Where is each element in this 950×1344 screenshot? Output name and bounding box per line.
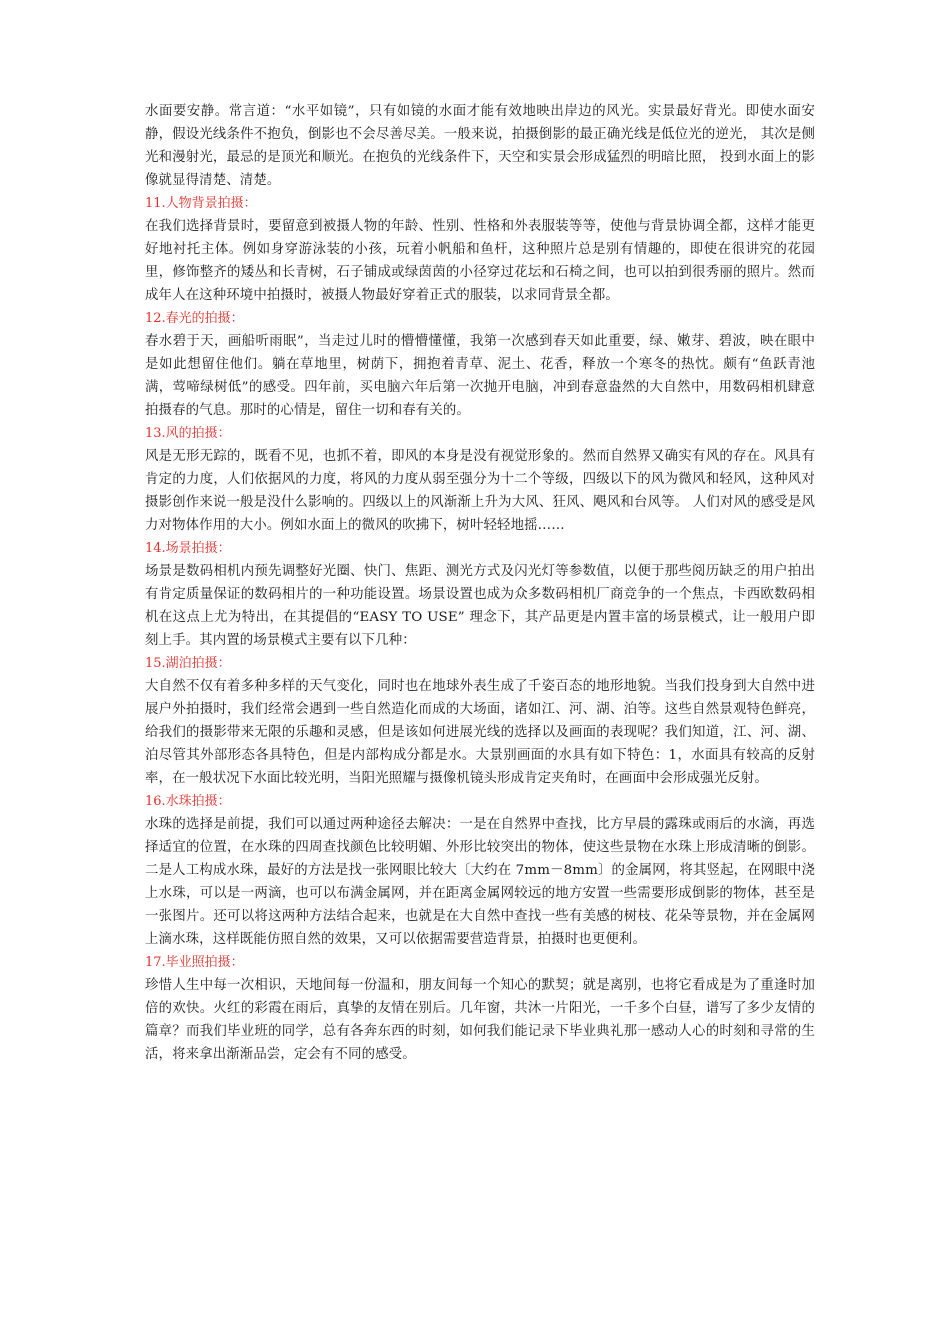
section-body: 春水碧于天，画船听雨眠”，当走过儿时的懵懵懂懂，我第一次感到春天如此重要，绿、嫩芽、碧波，映在眼中是如此想留住他们。躺在草地里，树荫下，拥抱着青草、泥土、花香，释放一个寒冬的热忱。颇有“鱼跃青池满，莺啼绿树低”的感受。四年前，买电脑六年后第一次抛开电脑，冲到春意盎然的大自然中，用数码相机肆意拍摄春的气息。那时的心情是，留住一切和春有关的。 xyxy=(145,334,815,418)
section-12 xyxy=(145,307,815,422)
section-heading: 12.春光的拍摄： xyxy=(145,311,244,326)
section-body: 风是无形无踪的，既看不见，也抓不着，即风的本身是没有视觉形象的。然而自然界又确实有风的存在。风具有肯定的力度，人们依据风的力度，将风的力度从弱至强分为十二个等级，四级以下的风为微风和轻风，这种风对摄影创作来说一般是没什么影响的。四级以上的风渐渐上升为大风、狂风、飓风和台风等。 人们对风的感受是风力对物体作用的大小。例如水面上的微风的吹拂下，树叶轻轻地摇…… xyxy=(145,449,815,533)
section-body: 珍惜人生中每一次相识，天地间每一份温和，朋友间每一个知心的默契；就是离别，也将它看成是为了重逢时加倍的欢快。火红的彩霞在雨后，真挚的友情在别后。几年窗，共沐一片阳光，一千多个白昼，谱写了多少友情的篇章？而我们毕业班的同学，总有各奔东西的时刻，如何我们能记录下毕业典礼那一感动人心的时刻和寻常的生活，将来拿出渐渐品尝，定会有不同的感受。 xyxy=(145,978,815,1062)
section-17 xyxy=(145,951,815,1066)
section-16 xyxy=(145,790,815,951)
section-heading: 11.人物背景拍摄： xyxy=(145,196,257,211)
section-15 xyxy=(145,652,815,790)
section-body: 场景是数码相机内预先调整好光圈、快门、焦距、测光方式及闪光灯等参数值，以便于那些阅历缺乏的用户拍出有肯定质量保证的数码相片的一种功能设置。场景设置也成为众多数码相机厂商竞争的一个焦点，卡西欧数码相机在这点上尤为特出，在其提倡的“EASY TO USE” 理念下，其产品更是内置丰富的场景模式，让一般用户即刻上手。其内置的场景模式主要有以下几种： xyxy=(145,564,815,648)
section-14 xyxy=(145,537,815,652)
section-heading: 17.毕业照拍摄： xyxy=(145,955,244,970)
section-heading: 15.湖泊拍摄： xyxy=(145,656,231,671)
section-11 xyxy=(145,192,815,307)
section-heading: 16.水珠拍摄： xyxy=(145,794,231,809)
intro-paragraph: 水面要安静。常言道：“水平如镜”，只有如镜的水面才能有效地映出岸边的风光。实景最好背光。即使水面安静，假设光线条件不抱负，倒影也不会尽善尽美。一般来说，拍摄倒影的最正确光线是低位光的逆光， 其次是侧光和漫射光，最忌的是顶光和顺光。在抱负的光线条件下，天空和实景会形成猛烈的明暗比照， 投到水面上的影像就显得清楚、清楚。 xyxy=(145,104,815,188)
section-body: 在我们选择背景时，要留意到被摄人物的年龄、性别、性格和外表服装等等，使他与背景协调全都，这样才能更好地衬托主体。例如身穿游泳装的小孩，玩着小帆船和鱼杆，这种照片总是别有情趣的，即使在很讲究的花园里，修饰整齐的矮丛和长青树，石子铺成或绿茵茵的小径穿过花坛和石椅之间，也可以拍到很秀丽的照片。然而成年人在这种环境中拍摄时，被摄人物最好穿着正式的服装，以求同背景全都。 xyxy=(145,219,815,303)
section-body: 大自然不仅有着多种多样的天气变化，同时也在地球外表生成了千姿百态的地形地貌。当我们投身到大自然中进展户外拍摄时，我们经常会遇到一些自然造化而成的大场面，诸如江、河、湖、泊等。这些自然景观特色鲜亮，给我们的摄影带来无限的乐趣和灵感，但是该如何进展光线的选择以及画面的表现呢？我们知道，江、河、湖、泊尽管其外部形态各具特色，但是内部构成分都是水。大景别画面的水具有如下特色：1，水面具有较高的反射率，在一般状况下水面比较光明，当阳光照耀与摄像机镜头形成肯定夹角时，在画面中会形成强光反射。 xyxy=(145,679,815,786)
section-13 xyxy=(145,422,815,537)
section-body: 水珠的选择是前提，我们可以通过两种途径去解决：一是在自然界中查找，比方早晨的露珠或雨后的水滴，再选择适宜的位置，在水珠的四周查找颜色比较明媚、外形比较突出的物体，使这些景物在水珠上形成清晰的倒影。二是人工构成水珠，最好的方法是找一张网眼比较大〔大约在 7mm－8mm〕的金属网，将其竖起，在网眼中浇上水珠，可以是一两滴，也可以布满金属网，并在距离金属网较远的地方安置一些需要形成倒影的物体，甚至是一张图片。还可以将这两种方法结合起来，也就是在大自然中查找一些有美感的树枝、花朵等景物，并在金属网上滴水珠，这样既能仿照自然的效果，又可以依据需要营造背景，拍摄时也更便利。 xyxy=(145,817,815,947)
section-heading: 13.风的拍摄： xyxy=(145,426,231,441)
document-page xyxy=(145,100,815,1066)
section-heading: 14.场景拍摄： xyxy=(145,541,231,556)
